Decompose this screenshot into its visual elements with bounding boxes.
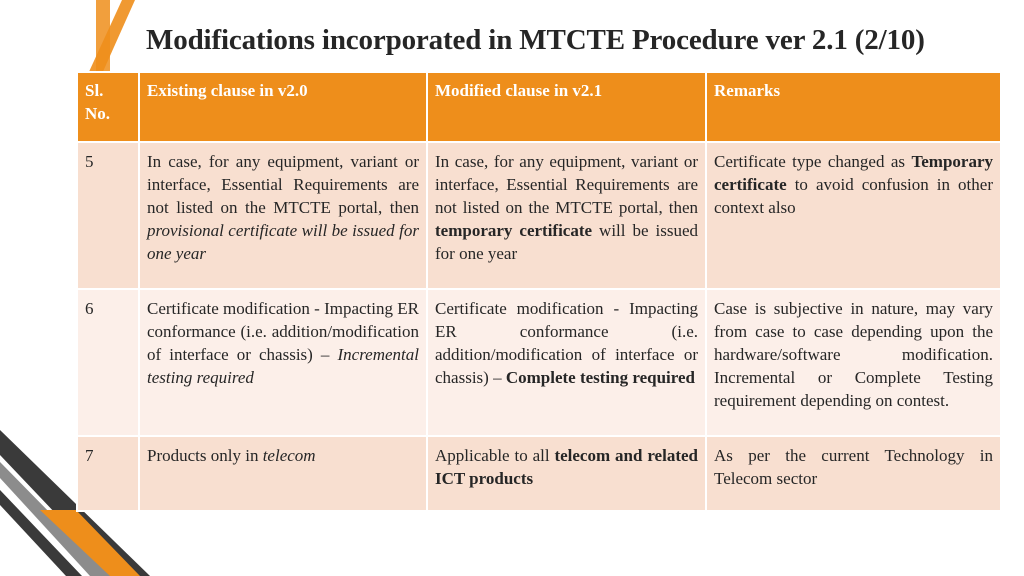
sl-cell: 7 [77, 436, 139, 511]
remarks-cell: Case is subjective in nature, may vary from case to case depending upon the hardware/software modification. Incremental or Complete Testing requirement depending on contest. [706, 289, 1001, 436]
remarks-text-end: to avoid confusion in other context also [714, 175, 993, 217]
existing-clause-cell [139, 436, 427, 511]
table-header-row [77, 72, 1001, 142]
page-title: Modifications incorporated in MTCTE Procedure ver 2.1 (2/10) [146, 24, 925, 56]
existing-italic-text: Incremental testing required [147, 345, 419, 387]
existing-text: In case, for any equipment, variant or interface, Essential Requirements are not listed on the MTCTE portal, then [147, 152, 419, 217]
existing-text: Certificate modification - Impacting ER conformance (i.e. addition/modification of interface or chassis) – [147, 299, 419, 364]
modified-text: Applicable to all [435, 446, 555, 465]
existing-clause-cell [139, 289, 427, 436]
modified-bold-text: temporary certificate [435, 221, 593, 240]
header-sl: Sl. No. [77, 72, 139, 142]
remarks-text: Certificate type changed as [714, 152, 912, 171]
existing-text: Products only in [147, 446, 263, 465]
modified-text-end: will be issued for one year [435, 221, 698, 263]
sl-cell: 6 [77, 289, 139, 436]
modified-bold-text: telecom and related ICT products [435, 446, 698, 488]
remarks-cell: As per the current Technology in Telecom sector [706, 436, 1001, 511]
modified-clause-cell [427, 142, 706, 289]
table-row [77, 142, 1001, 289]
modified-text: In case, for any equipment, variant or interface, Essential Requirements are not listed on the MTCTE portal, then [435, 152, 698, 217]
existing-italic-text: provisional certificate will be issued for one year [147, 221, 419, 263]
table-row [77, 436, 1001, 511]
modified-text: Certificate modification - Impacting ER conformance (i.e. addition/modification of interface or chassis) – [435, 299, 698, 387]
header-modified: Modified clause in v2.1 [427, 72, 706, 142]
header-existing: Existing clause in v2.0 [139, 72, 427, 142]
modified-bold-text: Complete testing required [505, 368, 696, 387]
modified-clause-cell [427, 289, 706, 436]
modifications-table [76, 71, 1002, 512]
table-row [77, 289, 1001, 436]
existing-clause-cell [139, 142, 427, 289]
modified-clause-cell [427, 436, 706, 511]
sl-cell: 5 [77, 142, 139, 289]
remarks-cell [706, 142, 1001, 289]
existing-italic-text: telecom [262, 446, 316, 465]
remarks-bold-text: Temporary certificate [714, 152, 993, 194]
header-remarks: Remarks [706, 72, 1001, 142]
